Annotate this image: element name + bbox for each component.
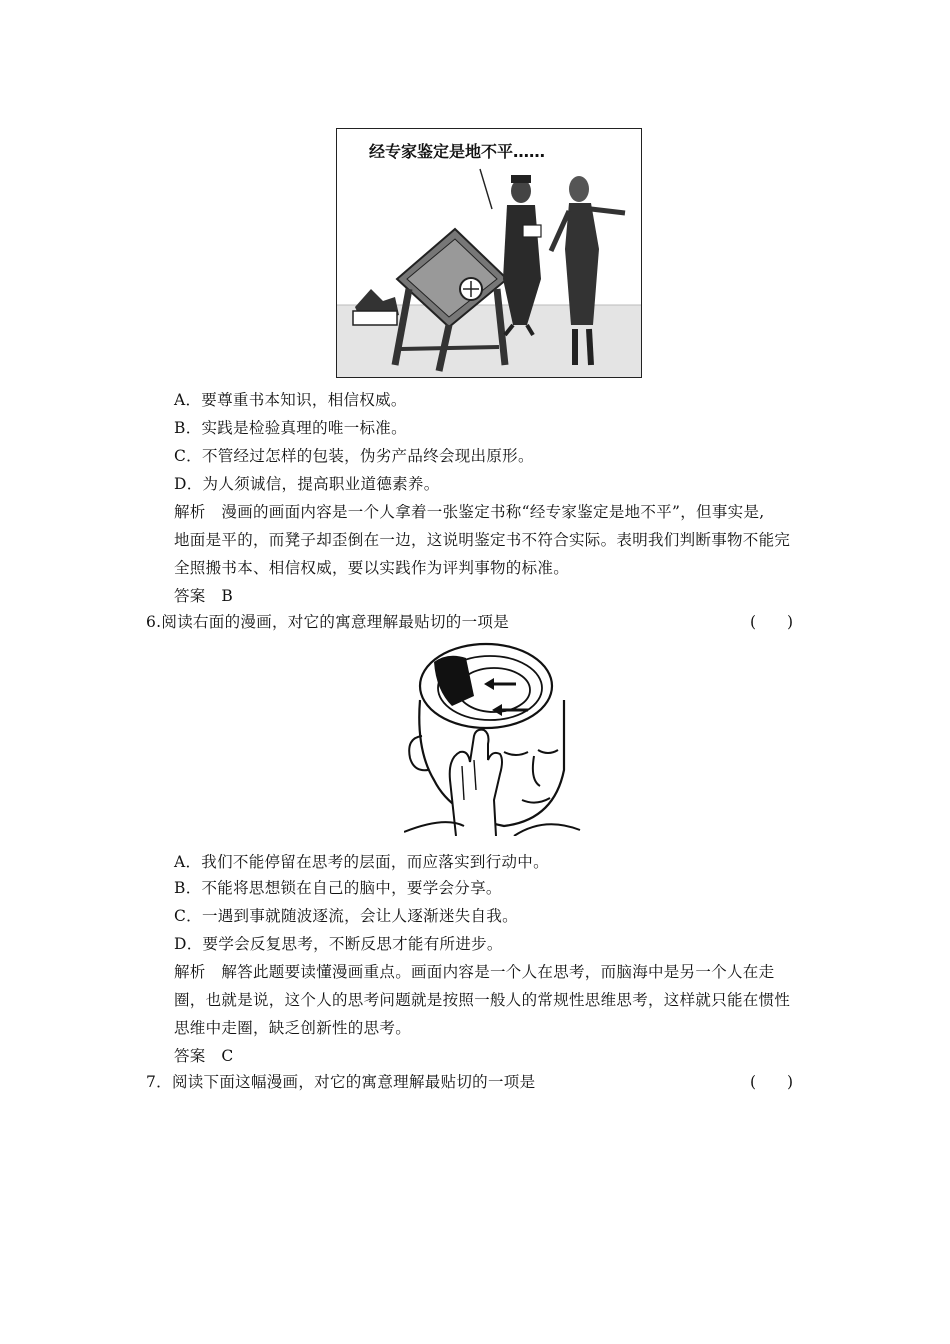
q6-option-a: A．我们不能停留在思考的层面，而应落实到行动中。 xyxy=(174,853,549,871)
q5-analysis-line-3: 全照搬书本、相信权威，要以实践作为评判事物的标准。 xyxy=(174,559,570,577)
q6-answer: 答案 C xyxy=(174,1047,234,1065)
cartoon-figure-expert xyxy=(336,128,642,378)
q5-option-d: D．为人须诚信，提高职业道德素养。 xyxy=(174,475,440,493)
q5-option-a: A．要尊重书本知识，相信权威。 xyxy=(174,391,407,409)
q5-analysis-line-2: 地面是平的，而凳子却歪倒在一边，这说明鉴定书不符合实际。表明我们判断事物不能完 xyxy=(174,531,791,549)
q5-analysis-line-1: 解析 漫画的画面内容是一个人拿着一张鉴定书称“经专家鉴定是地不平”，但事实是, xyxy=(174,503,765,521)
q5-answer: 答案 B xyxy=(174,587,234,605)
cartoon-drawing xyxy=(337,129,642,378)
q6-analysis-line-2: 圈，也就是说，这个人的思考问题就是按照一般人的常规性思维思考，这样就只能在惯性 xyxy=(174,991,791,1009)
q5-option-c: C．不管经过怎样的包装，伪劣产品终会现出原形。 xyxy=(174,447,534,465)
cartoon-head-drawing xyxy=(404,640,584,836)
cartoon-caption: 经专家鉴定是地不平…… xyxy=(369,142,546,161)
q7-answer-paren: ( ) xyxy=(750,1073,794,1091)
q6-analysis-line-1: 解析 解答此题要读懂漫画重点。画面内容是一个人在思考，而脑海中是另一个人在走 xyxy=(174,963,775,981)
q6-option-b: B．不能将思想锁在自己的脑中，要学会分享。 xyxy=(174,879,502,897)
q6-option-d: D．要学会反复思考，不断反思才能有所进步。 xyxy=(174,935,503,953)
q6-option-c: C．一遇到事就随波逐流，会让人逐渐迷失自我。 xyxy=(174,907,518,925)
q7-stem: 7．阅读下面这幅漫画，对它的寓意理解最贴切的一项是 xyxy=(146,1073,536,1091)
q5-option-b: B．实践是检验真理的唯一标准。 xyxy=(174,419,407,437)
q6-answer-paren: ( ) xyxy=(750,613,794,631)
q6-stem: 6.阅读右面的漫画，对它的寓意理解最贴切的一项是 xyxy=(146,613,509,631)
q6-analysis-line-3: 思维中走圈，缺乏创新性的思考。 xyxy=(174,1019,412,1037)
cartoon-figure-thinking-head xyxy=(404,640,584,836)
